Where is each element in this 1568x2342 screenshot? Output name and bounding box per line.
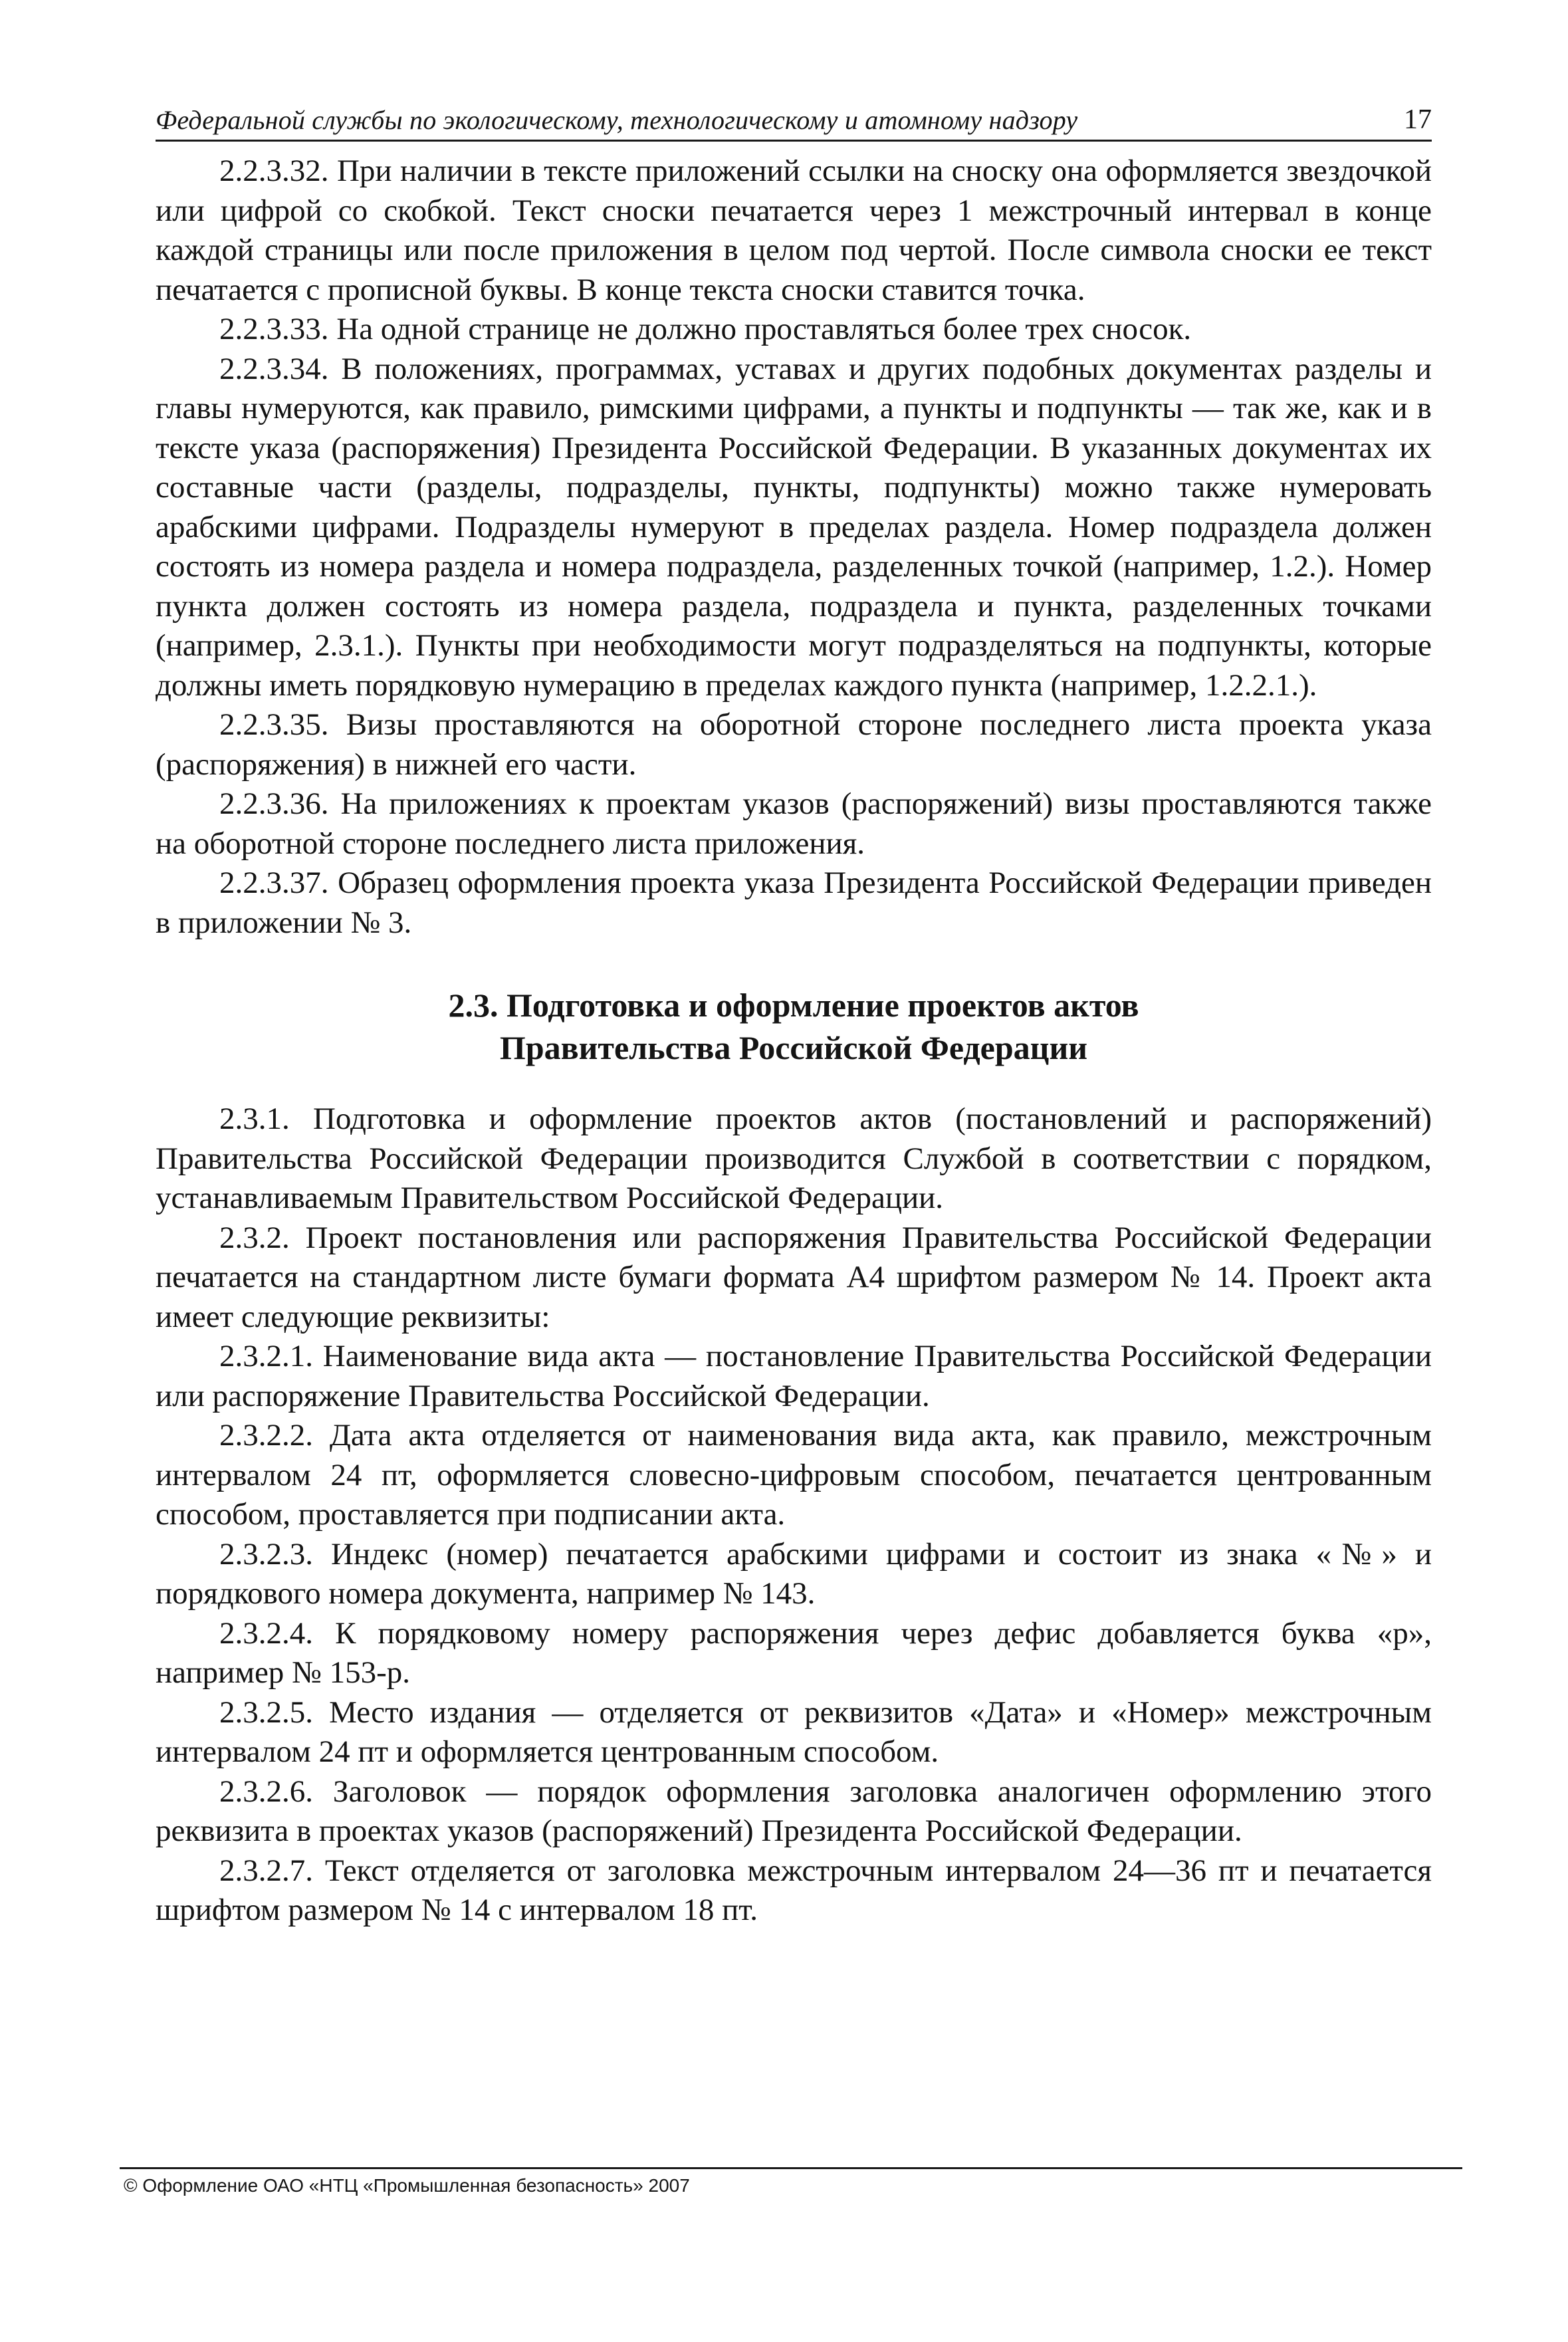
running-header	[156, 100, 1432, 142]
section-heading-line-2: Правительства Российской Федерации	[499, 1029, 1088, 1066]
paragraph-2-2-3-36: 2.2.3.36. На приложениях к проектам указов (распоряжений) визы проставляются также на оборотной стороне последнего листа приложения.	[156, 786, 1432, 861]
paragraph-2-2-3-32: 2.2.3.32. При наличии в тексте приложений ссылки на сноску она оформляется звездочкой или цифрой со скобкой. Текст сноски печатается через 1 межстрочный интервал в конце каждой страницы или после приложения в целом под чертой. После символа сноски ее текст печатается с прописной буквы. В конце текста сноски ставится точка.	[156, 154, 1432, 307]
paragraph-2-3-2-1: 2.3.2.1. Наименование вида акта — постановление Правительства Российской Федерации или распоряжение Правительства Российской Федерации.	[156, 1339, 1432, 1413]
section-heading-line-1: 2.3. Подготовка и оформление проектов актов	[448, 987, 1139, 1024]
paragraph-2-3-2: 2.3.2. Проект постановления или распоряжения Правительства Российской Федерации печатается на стандартном листе бумаги формата А4 шрифтом размером № 14. Проект акта имеет следующие реквизиты:	[156, 1220, 1432, 1334]
footer-rule	[120, 2167, 1462, 2169]
page-number: 17	[1404, 104, 1432, 135]
section-heading	[156, 984, 1432, 1069]
paragraph-2-3-2-6: 2.3.2.6. Заголовок — порядок оформления заголовка аналогичен оформлению этого реквизита в проектах указов (распоряжений) Президента Российской Федерации.	[156, 1774, 1432, 1848]
paragraph-2-3-2-4: 2.3.2.4. К порядковому номеру распоряжения через дефис добавляется буква «р», например № 153-р.	[156, 1615, 1432, 1690]
header-title: Федеральной службы по экологическому, технологическому и атомному надзору	[156, 105, 1078, 135]
paragraph-2-3-2-7: 2.3.2.7. Текст отделяется от заголовка межстрочным интервалом 24—36 пт и печатается шрифтом размером № 14 с интервалом 18 пт.	[156, 1853, 1432, 1927]
paragraph-2-3-2-3: 2.3.2.3. Индекс (номер) печатается арабскими цифрами и состоит из знака «№» и порядкового номера документа, например № 143.	[156, 1536, 1432, 1611]
paragraph-2-2-3-37: 2.2.3.37. Образец оформления проекта указа Президента Российской Федерации приведен в приложении № 3.	[156, 866, 1432, 940]
paragraph-2-2-3-35: 2.2.3.35. Визы проставляются на оборотной стороне последнего листа проекта указа (распоряжения) в нижней его части.	[156, 707, 1432, 782]
paragraph-2-3-2-5: 2.3.2.5. Место издания — отделяется от реквизитов «Дата» и «Номер» межстрочным интервалом 24 пт и оформляется центрованным способом.	[156, 1695, 1432, 1769]
footer-copyright: © Оформление ОАО «НТЦ «Промышленная безопасность» 2007	[124, 2175, 690, 2196]
body-text	[156, 152, 1432, 1931]
paragraph-2-2-3-33: 2.2.3.33. На одной странице не должно проставляться более трех сносок.	[219, 312, 1192, 346]
paragraph-2-2-3-34: 2.2.3.34. В положениях, программах, уставах и других подобных документах разделы и главы нумеруются, как правило, римскими цифрами, а пункты и подпункты — так же, как и в тексте указа (распоряжения) Президента Российской Федерации. В указанных документах их составные части (разделы, подразделы, пункты, подпункты) можно также нумеровать арабскими цифрами. Подразделы нумеруют в пределах раздела. Номер подраздела должен состоять из номера раздела и номера подраздела, разделенных точкой (например, 1.2.). Номер пункта должен состоять из номера раздела, подраздела и пункта, разделенных точками (например, 2.3.1.). Пункты при необходимости могут подразделяться на подпункты, которые должны иметь порядковую нумерацию в пределах каждого пункта (например, 1.2.2.1.).	[156, 351, 1432, 703]
paragraph-2-3-1: 2.3.1. Подготовка и оформление проектов актов (постановлений и распоряжений) Правительства Российской Федерации производится Службой в соответствии с порядком, устанавливаемым Правительством Российской Федерации.	[156, 1102, 1432, 1215]
paragraph-2-3-2-2: 2.3.2.2. Дата акта отделяется от наименования вида акта, как правило, межстрочным интервалом 24 пт, оформляется словесно-цифровым способом, печатается центрованным способом, проставляется при подписании акта.	[156, 1418, 1432, 1532]
